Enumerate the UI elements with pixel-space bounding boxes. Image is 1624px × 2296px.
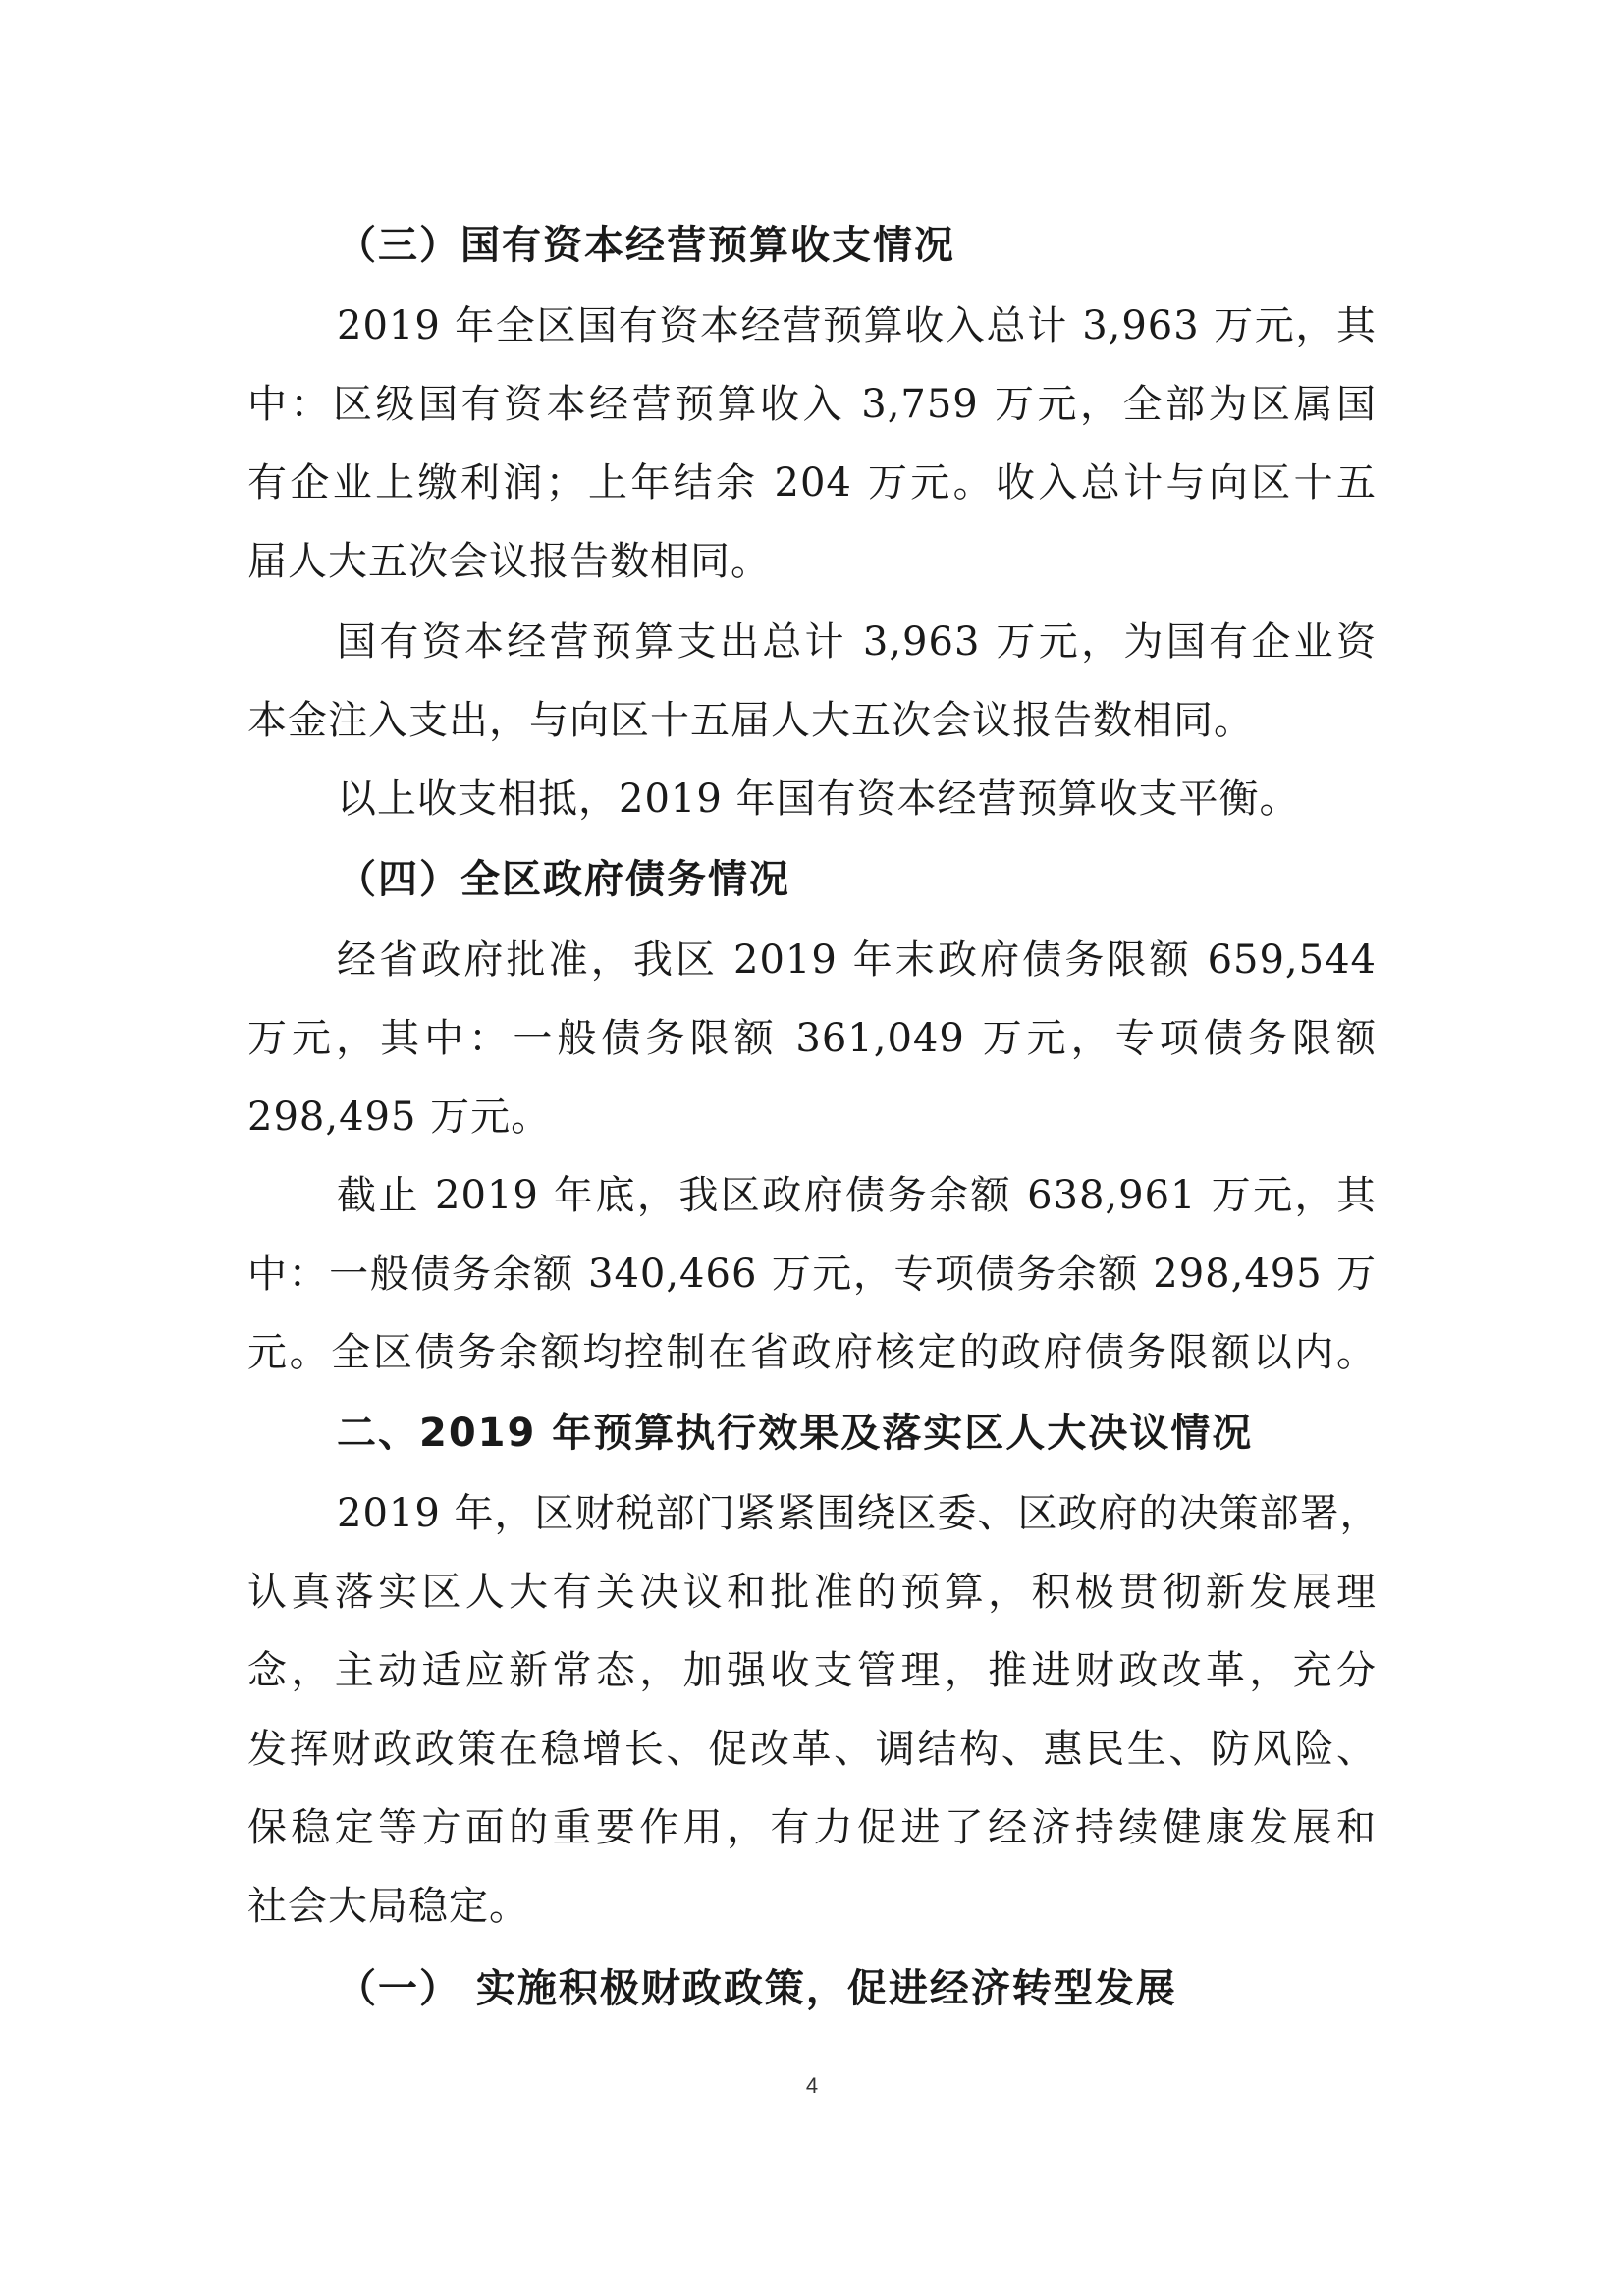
paragraph-line: 念，主动适应新常态，加强收支管理，推进财政改革，充分 <box>247 1648 1377 1693</box>
paragraph-line: 认真落实区人大有关决议和批准的预算，积极贯彻新发展理 <box>247 1570 1377 1615</box>
paragraph-line: 发挥财政政策在稳增长、促改革、调结构、惠民生、防风险、 <box>247 1727 1377 1772</box>
paragraph-line: 保稳定等方面的重要作用，有力促进了经济持续健康发展和 <box>247 1805 1377 1850</box>
paragraph-line: 中：区级国有资本经营预算收入 3,759 万元，全部为区属国 <box>247 382 1377 427</box>
chapter-heading-budget-effects: 二、2019 年预算执行效果及落实区人大决议情况 <box>337 1411 1254 1456</box>
section-heading-government-debt: （四）全区政府债务情况 <box>337 857 790 902</box>
paragraph-line: 本金注入支出，与向区十五届人大五次会议报告数相同。 <box>247 698 1254 743</box>
paragraph-line: 社会大局稳定。 <box>247 1884 529 1929</box>
section-heading-state-capital-budget: （三）国有资本经营预算收支情况 <box>337 223 955 268</box>
paragraph-line: 元。全区债务余额均控制在省政府核定的政府债务限额以内。 <box>247 1330 1377 1375</box>
paragraph-line: 届人大五次会议报告数相同。 <box>247 539 771 584</box>
paragraph-line: 经省政府批准，我区 2019 年末政府债务限额 659,544 <box>337 937 1377 983</box>
paragraph-line: 2019 年，区财税部门紧紧围绕区委、区政府的决策部署， <box>337 1491 1380 1536</box>
paragraph-line: 2019 年全区国有资本经营预算收入总计 3,963 万元，其 <box>337 303 1377 348</box>
paragraph-line: 万元，其中：一般债务限额 361,049 万元，专项债务限额 <box>247 1016 1377 1061</box>
paragraph-line: 国有资本经营预算支出总计 3,963 万元，为国有企业资 <box>337 619 1377 665</box>
page-number: 4 <box>805 2073 819 2098</box>
paragraph-line: 截止 2019 年底，我区政府债务余额 638,961 万元，其 <box>337 1173 1377 1218</box>
paragraph-line: 298,495 万元。 <box>247 1095 552 1140</box>
paragraph-line: 有企业上缴利润；上年结余 204 万元。收入总计与向区十五 <box>247 460 1377 506</box>
section-heading-fiscal-policy: （一） 实施积极财政政策，促进经济转型发展 <box>337 1966 1177 2011</box>
paragraph-line: 以上收支相抵，2019 年国有资本经营预算收支平衡。 <box>337 776 1300 822</box>
paragraph-line: 中：一般债务余额 340,466 万元，专项债务余额 298,495 万 <box>247 1252 1377 1297</box>
